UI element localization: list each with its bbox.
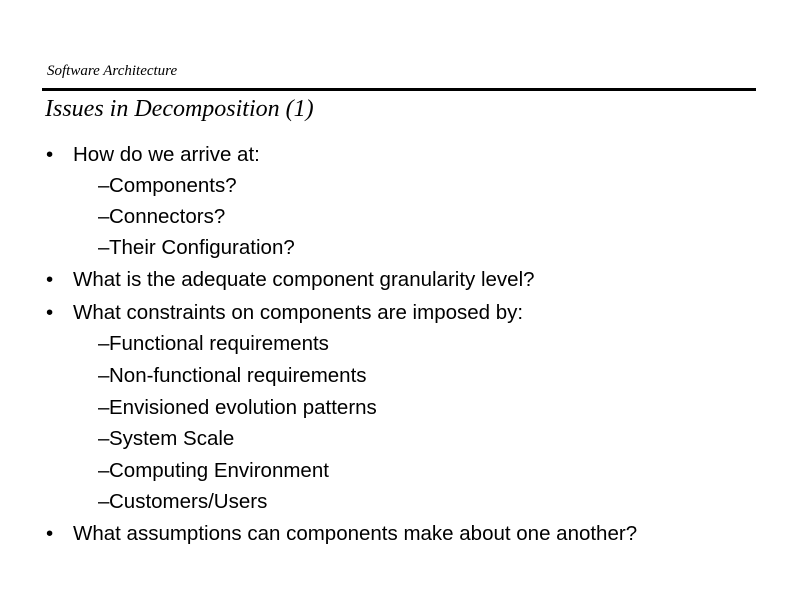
bullet-icon: • [46, 268, 54, 291]
dash-icon: – [98, 459, 110, 482]
course-label: Software Architecture [47, 63, 178, 79]
sub-bullet-text: Their Configuration? [109, 236, 295, 259]
sub-bullet-text: Functional requirements [109, 332, 329, 355]
slide-title: Issues in Decomposition (1) [45, 96, 314, 122]
sub-bullet-text: Connectors? [109, 205, 226, 228]
dash-icon: – [98, 364, 110, 387]
sub-bullet-text: Customers/Users [109, 490, 268, 513]
bullet-text: What assumptions can components make about one another? [73, 522, 638, 545]
sub-bullet-text: Envisioned evolution patterns [109, 396, 377, 419]
bullet-icon: • [46, 522, 54, 545]
bullet-icon: • [46, 301, 54, 324]
bullet-text: What constraints on components are imposed by: [73, 301, 524, 324]
sub-bullet-text: Components? [109, 174, 237, 197]
dash-icon: – [98, 332, 110, 355]
sub-bullet-text: Non-functional requirements [109, 364, 367, 387]
sub-bullet-text: System Scale [109, 427, 235, 450]
sub-bullet-text: Computing Environment [109, 459, 329, 482]
dash-icon: – [98, 236, 110, 259]
dash-icon: – [98, 396, 110, 419]
bullet-icon: • [46, 143, 54, 166]
dash-icon: – [98, 490, 110, 513]
dash-icon: – [98, 427, 110, 450]
dash-icon: – [98, 205, 110, 228]
bullet-text: What is the adequate component granularity level? [73, 268, 535, 291]
bullet-text: How do we arrive at: [73, 143, 260, 166]
dash-icon: – [98, 174, 110, 197]
